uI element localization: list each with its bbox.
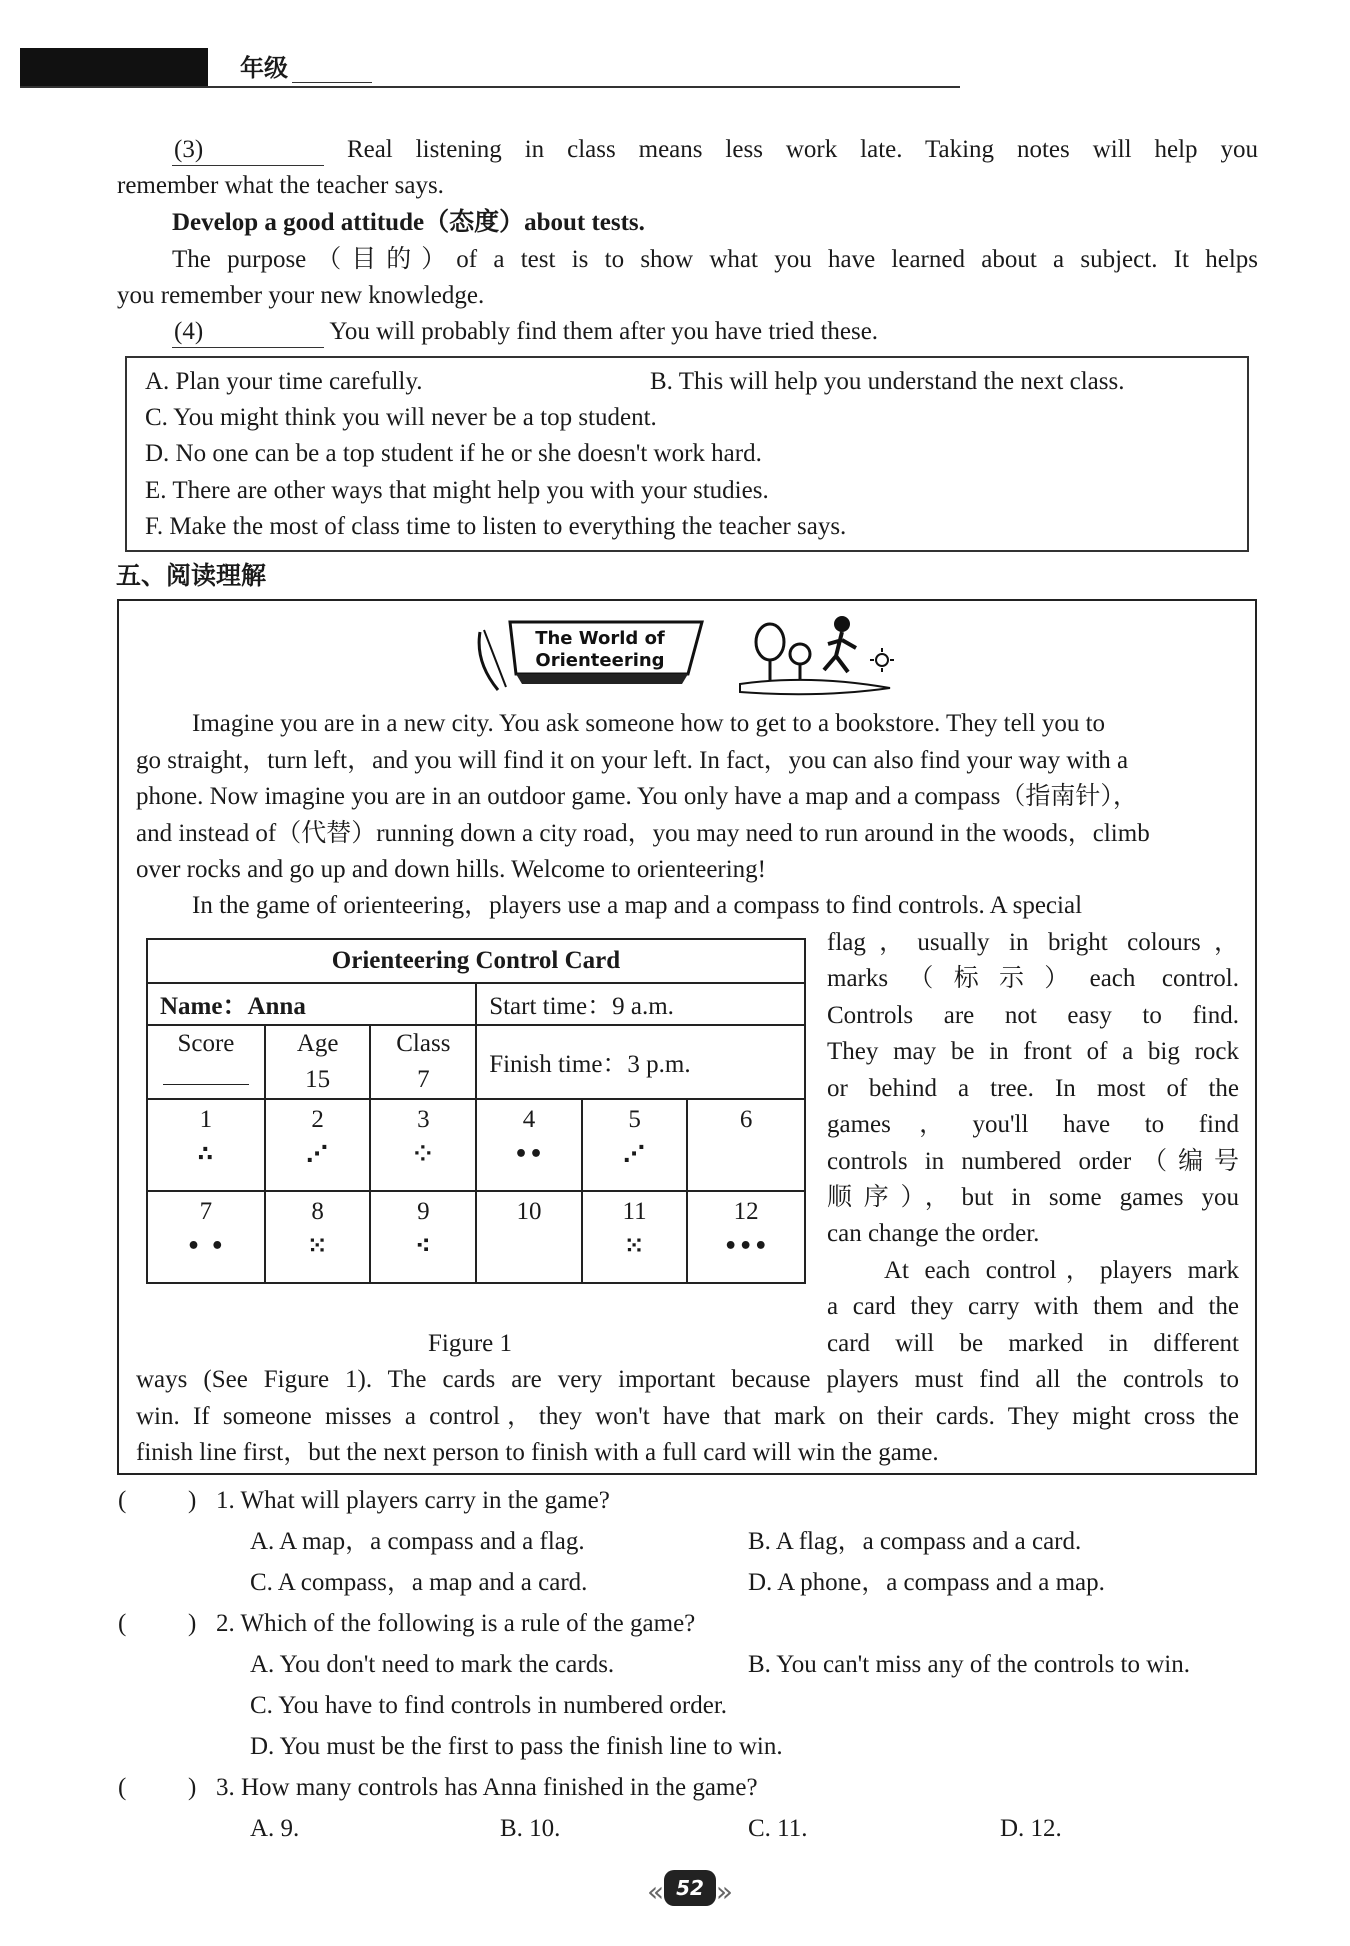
side-line: At each control，players mark	[884, 1257, 1239, 1284]
p1-line3: phone. Now imagine you are in an outdoor game. You only have a map and a compass（指南针），	[136, 783, 1138, 810]
card-name: Name：Anna	[147, 983, 476, 1025]
answer-paren-close: )	[188, 1610, 197, 1637]
p1-line5: over rocks and go up and down hills. Welcome to orienteering!	[136, 856, 767, 883]
question-stem: 2. Which of the following is a rule of the game?	[216, 1610, 696, 1637]
choice-b[interactable]: B. You can't miss any of the controls to win.	[748, 1651, 1190, 1678]
control-cell	[582, 1191, 688, 1283]
attitude-heading: Develop a good attitude（态度）about tests.	[172, 209, 645, 236]
control-mark: •••	[723, 1234, 769, 1259]
score-blank	[163, 1084, 249, 1085]
side-line: card will be marked in different	[827, 1330, 1239, 1357]
control-number: 12	[733, 1198, 759, 1225]
answer-paren-close: )	[188, 1774, 197, 1801]
q3-blank: (3)	[172, 135, 324, 166]
control-mark: ⁙	[624, 1234, 645, 1259]
card-title: Orienteering Control Card	[147, 939, 805, 983]
choice-c[interactable]: C. You have to find controls in numbered order.	[250, 1692, 728, 1719]
age-value: 15	[305, 1066, 331, 1093]
option-a: A. Plan your time carefully.	[145, 368, 423, 395]
section-title: 五、阅读理解	[116, 561, 267, 590]
control-card	[146, 938, 806, 1284]
side-line: a card they carry with them and the	[827, 1293, 1239, 1320]
control-cell	[147, 1191, 265, 1283]
control-number: 3	[417, 1106, 430, 1133]
choice-c[interactable]: C. A compass，a map and a card.	[250, 1569, 588, 1596]
answer-paren-open[interactable]: (	[118, 1774, 127, 1801]
choice-d[interactable]: D. You must be the first to pass the finish line to win.	[250, 1733, 783, 1760]
age-label: Age	[296, 1030, 339, 1057]
purpose-para-cont: you remember your new knowledge.	[117, 282, 485, 309]
grade-blank	[292, 58, 372, 83]
choice-c[interactable]: C. 11.	[748, 1815, 808, 1842]
chevron-right-icon: »	[715, 1874, 734, 1908]
side-line: games，you'll have to find	[827, 1111, 1239, 1138]
side-line: marks（标示）each control.	[827, 965, 1239, 992]
side-line: 顺序），but in some games you	[827, 1184, 1239, 1211]
question-stem: 1. What will players carry in the game?	[216, 1487, 610, 1514]
control-cell	[687, 1191, 805, 1283]
q3-text-cont: remember what the teacher says.	[117, 172, 444, 199]
side-line: flag，usually in bright colours，	[827, 929, 1239, 956]
p1-line1: Imagine you are in a new city. You ask someone how to get to a bookstore. They tell you to	[192, 710, 1106, 737]
control-number: 10	[516, 1198, 542, 1225]
q3-text: Real listening in class means less work late. Taking notes will help you	[346, 136, 1258, 163]
control-mark: ⋰	[306, 1142, 330, 1167]
control-cell	[370, 1099, 476, 1191]
p2-line1: In the game of orienteering，players use a map and a compass to find controls. A special	[192, 892, 1083, 919]
control-number: 1	[199, 1106, 213, 1133]
control-mark: ∴	[197, 1142, 215, 1167]
control-mark: • •	[186, 1234, 226, 1259]
control-mark: ••	[513, 1142, 545, 1167]
control-number: 8	[311, 1198, 324, 1225]
score-label: Score	[177, 1030, 235, 1057]
control-number: 11	[622, 1198, 647, 1225]
control-mark: ⁙	[307, 1234, 328, 1259]
card-class-cell	[370, 1025, 476, 1099]
control-number: 4	[522, 1106, 536, 1133]
side-line: Controls are not easy to find.	[827, 1002, 1239, 1029]
option-f: F. Make the most of class time to listen to everything the teacher says.	[145, 513, 847, 540]
choice-b[interactable]: B. 10.	[500, 1815, 561, 1842]
side-line: can change the order.	[827, 1220, 1040, 1247]
option-c: C. You might think you will never be a top student.	[145, 404, 657, 431]
class-label: Class	[396, 1030, 451, 1057]
q4-line	[172, 314, 878, 350]
control-cell	[687, 1099, 805, 1191]
p3-line3: finish line first，but the next person to finish with a full card will win the game.	[136, 1439, 939, 1466]
card-score-cell	[147, 1025, 265, 1099]
chevron-left-icon: «	[646, 1874, 665, 1908]
control-number: 6	[739, 1106, 753, 1133]
control-cell	[265, 1191, 371, 1283]
side-line: They may be in front of a big rock	[827, 1038, 1239, 1065]
choice-d[interactable]: D. 12.	[1000, 1815, 1062, 1842]
choice-a[interactable]: A. You don't need to mark the cards.	[250, 1651, 615, 1678]
figure-caption: Figure 1	[428, 1330, 513, 1357]
control-number: 2	[311, 1106, 324, 1133]
answer-paren-close: )	[188, 1487, 197, 1514]
p3-line2: win. If someone misses a control，they won't have that mark on their cards. They might cross the	[136, 1403, 1239, 1430]
side-line: or behind a tree. In most of the	[827, 1075, 1239, 1102]
card-finish-time: Finish time：3 p.m.	[476, 1025, 805, 1099]
p1-line4: and instead of（代替）running down a city road，you may need to run around in the woods，climb	[136, 820, 1150, 847]
control-mark: ⋰	[623, 1142, 647, 1167]
card-start-time: Start time：9 a.m.	[476, 983, 805, 1025]
control-mark: ⁘	[413, 1142, 434, 1167]
control-number: 9	[417, 1198, 430, 1225]
answer-paren-open[interactable]: (	[118, 1610, 127, 1637]
side-line: controls in numbered order（编号	[827, 1148, 1239, 1175]
choice-a[interactable]: A. 9.	[250, 1815, 300, 1842]
header-bar	[20, 48, 208, 86]
choice-d[interactable]: D. A phone，a compass and a map.	[748, 1569, 1105, 1596]
orienteering-logo	[470, 612, 910, 704]
logo-line2: Orienteering	[535, 650, 665, 671]
page-number-value: 52	[664, 1870, 716, 1906]
grade-label: 年级	[240, 48, 372, 83]
option-d: D. No one can be a top student if he or she doesn't work hard.	[145, 440, 762, 467]
choice-b[interactable]: B. A flag，a compass and a card.	[748, 1528, 1082, 1555]
page-number	[640, 1870, 740, 1910]
control-number: 5	[628, 1106, 641, 1133]
header-rule	[20, 86, 960, 88]
option-b: B. This will help you understand the next class.	[650, 368, 1125, 395]
control-mark: ⁖	[415, 1234, 432, 1259]
control-cell	[476, 1099, 582, 1191]
q4-blank: (4)	[172, 317, 324, 348]
control-cell	[265, 1099, 371, 1191]
q4-text: You will probably find them after you have tried these.	[329, 318, 879, 345]
card-age-cell	[265, 1025, 371, 1099]
answer-paren-open[interactable]: (	[118, 1487, 127, 1514]
class-value: 7	[417, 1066, 430, 1093]
control-cell	[476, 1191, 582, 1283]
logo-line1: The World of	[535, 628, 665, 649]
question-stem: 3. How many controls has Anna finished in the game?	[216, 1774, 758, 1801]
q3-line	[172, 132, 1258, 168]
control-cell	[582, 1099, 688, 1191]
option-e: E. There are other ways that might help you with your studies.	[145, 477, 769, 504]
control-cell	[370, 1191, 476, 1283]
choice-a[interactable]: A. A map，a compass and a flag.	[250, 1528, 585, 1555]
p3-line1: ways (See Figure 1). The cards are very important because players must find all the controls to	[136, 1366, 1239, 1393]
control-cell	[147, 1099, 265, 1191]
purpose-para: The purpose（目的）of a test is to show what you have learned about a subject. It helps	[172, 246, 1258, 273]
control-number: 7	[199, 1198, 213, 1225]
p1-line2: go straight，turn left，and you will find it on your left. In fact，you can also find your way with a	[136, 747, 1129, 774]
